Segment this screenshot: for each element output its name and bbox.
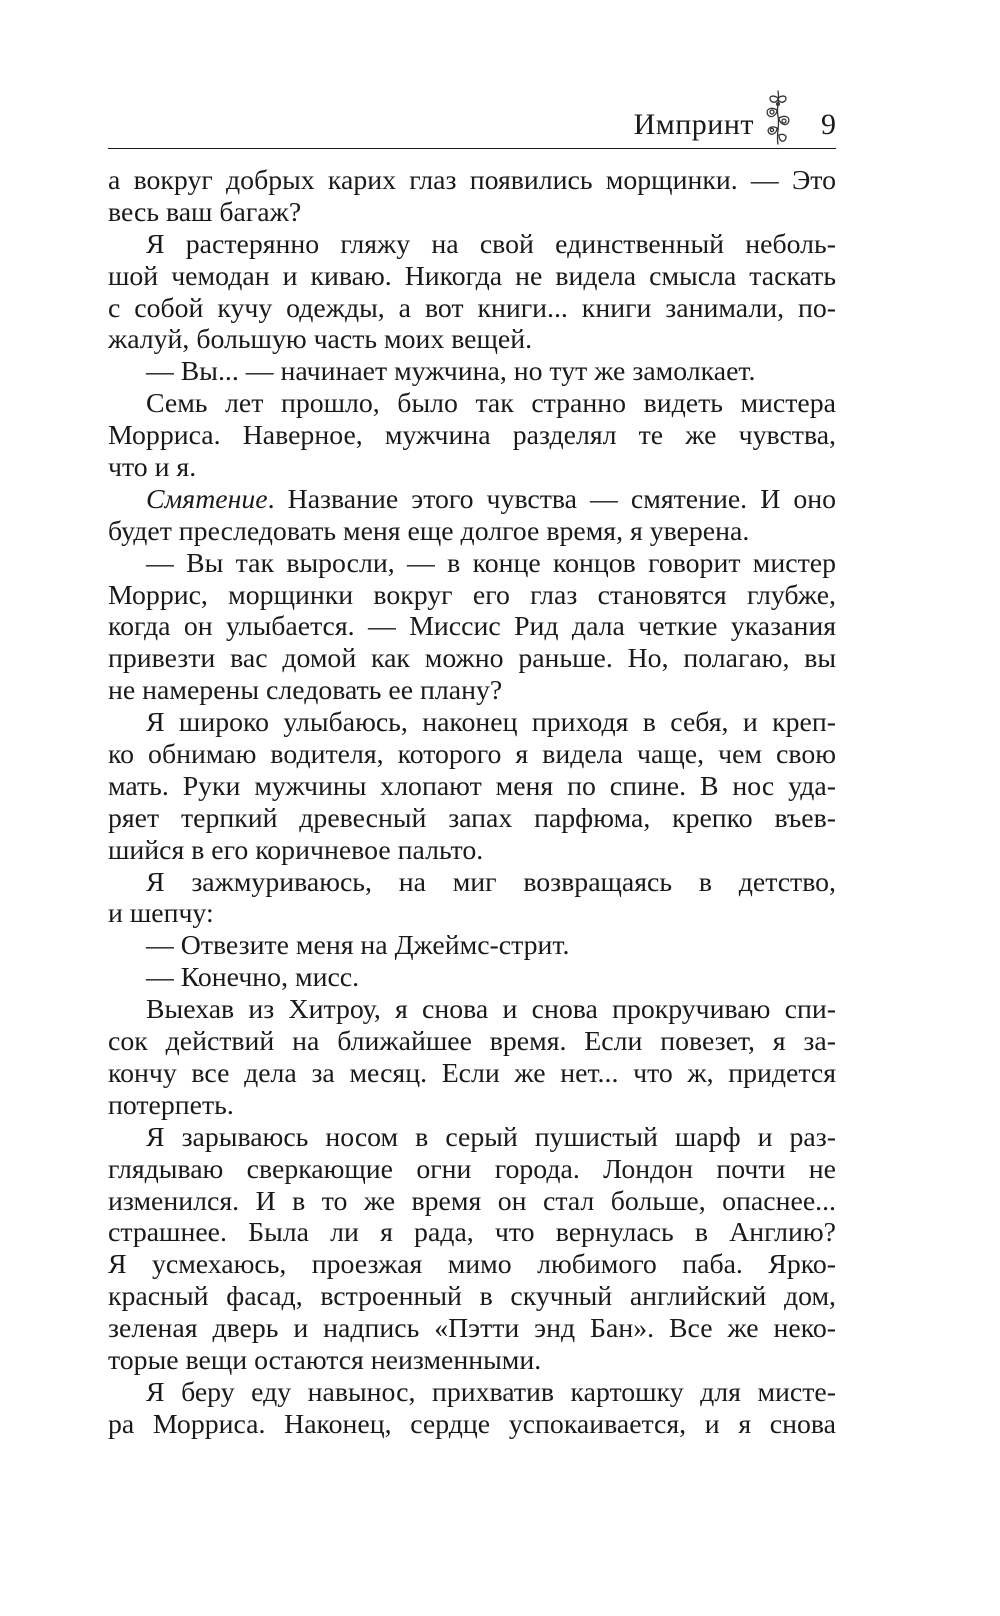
line-text: Моррис, морщинки вокруг его глаз становятся глубже, [108, 579, 836, 611]
text-line [108, 835, 836, 867]
text-line [108, 803, 836, 835]
line-text: — Вы... — начинает мужчина, но тут же замолкает. [146, 356, 756, 388]
line-text: глядываю сверкающие огни города. Лондон почти не [108, 1153, 836, 1185]
text-line [108, 1409, 836, 1441]
line-text: — Конечно, мисс. [146, 962, 360, 994]
text-line [108, 962, 836, 994]
line-text: потерпеть. [108, 1089, 234, 1121]
line-text: — Отвезите меня на Джеймс-стрит. [146, 930, 570, 962]
running-header [108, 88, 836, 149]
line-text: мать. Руки мужчины хлопают меня по спине. В нос уда- [108, 770, 836, 802]
line-text: ко обнимаю водителя, которого я видела чаще, чем свою [108, 739, 836, 771]
text-line [108, 707, 836, 739]
line-text: а вокруг добрых карих глаз появились морщинки. — Это [108, 165, 836, 196]
text-line [108, 1313, 836, 1345]
italic-word: Смятение [146, 483, 268, 515]
line-text: не намерены следовать ее плану? [108, 675, 503, 707]
line-text: Я беру еду навынос, прихватив картошку для мисте- [146, 1376, 836, 1408]
floral-ornament-icon [760, 88, 796, 146]
line-text: . Название этого чувства — смятение. И оно [267, 483, 836, 515]
line-text: ра Морриса. Наконец, сердце успокаивается, и я снова [108, 1408, 836, 1440]
text-line [108, 675, 836, 707]
text-line [108, 324, 836, 356]
line-text: сок действий на ближайшее время. Если повезет, я за- [108, 1026, 836, 1058]
text-line [108, 739, 836, 771]
text-line [108, 1154, 836, 1186]
line-text: Я зарываюсь носом в серый пушистый шарф и раз- [146, 1121, 836, 1153]
text-line [108, 1281, 836, 1313]
line-text: Я широко улыбаюсь, наконец приходя в себя, и креп- [146, 707, 836, 739]
text-line [108, 516, 836, 548]
line-text: красный фасад, встроенный в скучный английский дом, [108, 1281, 836, 1313]
text-line [108, 165, 836, 197]
line-text: Я усмехаюсь, проезжая мимо любимого паба. Ярко- [108, 1249, 836, 1281]
text-line [108, 994, 836, 1026]
text-line [108, 1186, 836, 1218]
line-text: жалуй, большую часть моих вещей. [108, 324, 533, 356]
text-line [108, 1122, 836, 1154]
text-line [108, 548, 836, 580]
text-line [108, 388, 836, 420]
body-text [108, 165, 836, 1441]
line-text: и шепчу: [108, 898, 214, 930]
text-line [108, 452, 836, 484]
line-text: изменился. И в то же время он стал больше, опаснее... [108, 1185, 836, 1217]
line-text: Морриса. Наверное, мужчина разделял те же чувства, [108, 420, 836, 452]
text-line [108, 1249, 836, 1281]
line-text: что и я. [108, 452, 197, 484]
text-line [108, 1377, 836, 1409]
text-line [108, 1026, 836, 1058]
text-line [108, 420, 836, 452]
line-text: Я зажмуриваюсь, на миг возвращаясь в детство, [146, 866, 836, 898]
line-text: когда он улыбается. — Миссис Рид дала четкие указания [108, 611, 836, 643]
line-text: — Вы так выросли, — в конце концов говорит мистер [146, 547, 836, 579]
line-text: шой чемодан и киваю. Никогда не видела смысла таскать [108, 260, 836, 292]
text-line [108, 484, 836, 516]
text-line [108, 1090, 836, 1122]
text-line [108, 867, 836, 899]
line-text: зеленая дверь и надпись «Пэтти энд Бан». Все же неко- [108, 1313, 836, 1345]
text-line [108, 898, 836, 930]
text-line [108, 197, 836, 229]
text-line [108, 1345, 836, 1377]
text-line [108, 611, 836, 643]
line-text: ряет терпкий древесный запах парфюма, крепко въев- [108, 802, 836, 834]
line-text: Семь лет прошло, было так странно видеть мистера [146, 388, 836, 420]
line-text: будет преследовать меня еще долгое время, я уверена. [108, 515, 750, 547]
page-number: 9 [821, 108, 836, 141]
text-line [108, 580, 836, 612]
text-line [108, 771, 836, 803]
text-line [108, 930, 836, 962]
line-text: с собой кучу одежды, а вот книги... книги занимали, по- [108, 292, 836, 324]
text-line [108, 1058, 836, 1090]
line-text: Выехав из Хитроу, я снова и снова прокручиваю спи- [146, 994, 836, 1026]
text-line [108, 356, 836, 388]
line-text: привезти вас домой как можно раньше. Но, полагаю, вы [108, 643, 836, 675]
line-text: кончу все дела за месяц. Если же нет... что ж, придется [108, 1057, 836, 1089]
line-text: страшнее. Была ли я рада, что вернулась в Англию? [108, 1217, 836, 1249]
line-text: Я растерянно гляжу на свой единственный неболь- [146, 228, 836, 260]
text-line [108, 643, 836, 675]
text-line [108, 229, 836, 261]
line-text: торые вещи остаются неизменными. [108, 1344, 542, 1376]
line-text: весь ваш багаж? [108, 196, 302, 228]
running-title: Импринт [633, 108, 754, 141]
text-line [108, 261, 836, 293]
text-line [108, 1217, 836, 1249]
line-text: шийся в его коричневое пальто. [108, 834, 484, 866]
text-line [108, 293, 836, 325]
